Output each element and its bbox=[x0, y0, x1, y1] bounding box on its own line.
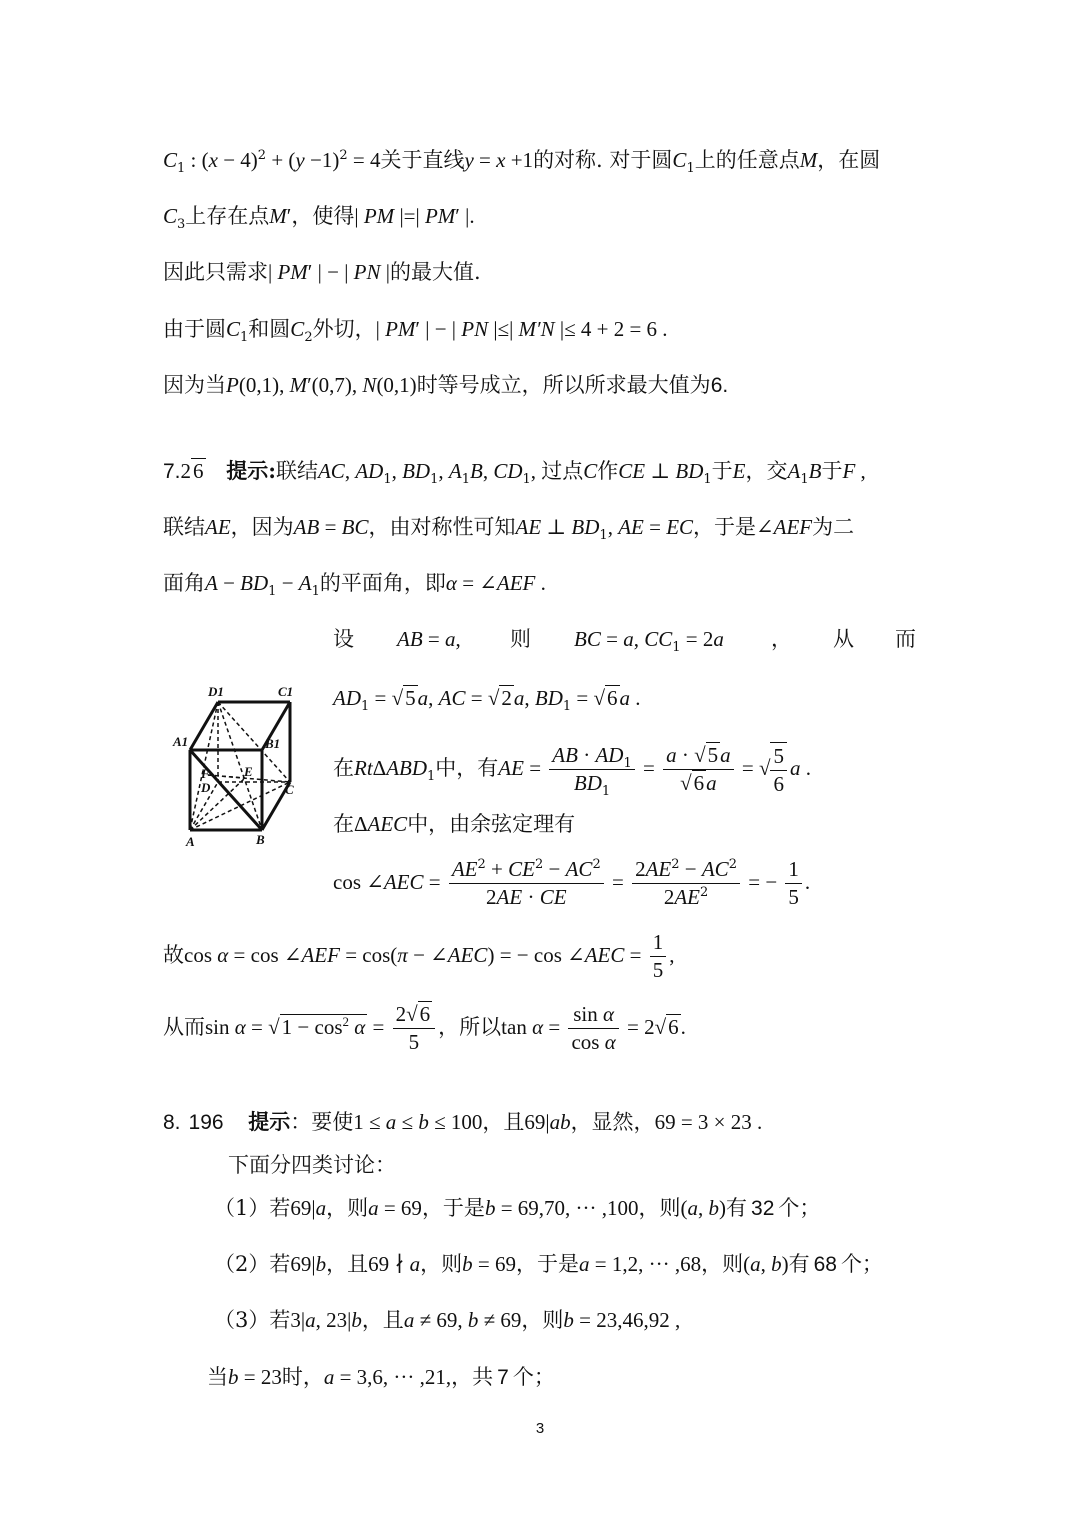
page-number: 3 bbox=[535, 1420, 545, 1437]
text-line: $AD_1 = √5a$, AC = √2a, $BD_1 = √6a$ . bbox=[333, 686, 641, 715]
label-F: F bbox=[201, 766, 210, 781]
label-A1: A1 bbox=[173, 734, 189, 749]
text-line: 从而$\sin \alpha = √1 - \cos^2 \alpha$ = $\frac{2√6}{5}$ ，所以tan α = $\frac{\text{sin α}}{\text{cos α}}$ = 2√6. bbox=[163, 1002, 686, 1054]
label-A: A bbox=[186, 834, 195, 849]
text-line: 由于圆$C_1$和圆$C_2$外切，| PM′ | − | PN |≤| M′N |≤ 4 + 2 = 6 . bbox=[163, 317, 668, 346]
text-line: 因为当P(0,1), M′(0,7), N(0,1)时等号成立，所以所求最大值为6. bbox=[163, 373, 729, 397]
text-line: cos ∠AEC = $\frac{AE^2 + CE^2 - AC^2}{2AE \cdot CE}$ = $\frac{2AE^2 - AC^2}{2AE^2}$ = − $\frac{1}{5}$ . bbox=[333, 857, 811, 909]
text-line: 面角$A - BD_1 - A_1$的平面角，即α = ∠AEF . bbox=[163, 571, 546, 600]
case-2: （2）若69|b，且69 ∤ a，则b = 69，于是a = 1,2, ··· ,68，则(a, b)有 68 个； bbox=[214, 1252, 883, 1276]
problem-7-heading: 7.26 提示:联结AC, $AD_1$, $BD_1$, $A_1B$, $CD_1$, 过点C作CE ⊥ $BD_1$于E，交$A_1B$于F , bbox=[163, 458, 866, 488]
text-line: 因此只需求| PM′ | − | PN |的最大值. bbox=[163, 260, 481, 284]
cuboid-figure bbox=[168, 680, 302, 852]
text-line: 下面分四类讨论： bbox=[228, 1153, 396, 1177]
case-3-sub: 当b = 23时，a = 3,6, ··· ,21,，共 7 个； bbox=[207, 1365, 555, 1389]
label-C: C bbox=[285, 782, 294, 797]
case-3: （3）若3|a, 23|b，且a ≠ 69, b ≠ 69，则b = 23,46,92 , bbox=[214, 1308, 681, 1332]
label-B: B bbox=[256, 832, 265, 847]
text-line: 在ΔAEC中，由余弦定理有 bbox=[333, 812, 576, 836]
problem-8-heading: 8. 196 提示：要使1 ≤ a ≤ b ≤ 100，且69|ab，显然，69 = 3 × 23 . bbox=[163, 1109, 763, 1134]
text-line: 联结AE，因为AB = BC，由对称性可知AE ⊥ $BD_1$, AE = EC，于是∠AEF为二 bbox=[163, 515, 855, 544]
label-C1: C1 bbox=[278, 684, 294, 699]
label-D: D bbox=[201, 780, 211, 795]
text-line: 设 AB = a, 则 BC = a, $CC_1 = 2a$ ， 从 而 bbox=[333, 627, 916, 656]
label-B1: B1 bbox=[265, 736, 281, 751]
label-E: E bbox=[244, 764, 253, 779]
label-D1: D1 bbox=[208, 684, 224, 699]
text-line: 故cos α = cos ∠AEF = cos(π − ∠AEC) = − cos ∠AEC = $\frac{1}{5}$ , bbox=[163, 930, 675, 982]
text-line: 在RtΔABD$_1$中，有AE = $\frac{AB \cdot AD_1}{BD_1}$ = $\frac{a \cdot √5a}{√6a}$ = √ $\frac{5}{6}$ a . bbox=[333, 743, 811, 800]
text-line: $C_3$上存在点M′，使得| PM |=| PM′ |. bbox=[163, 204, 475, 233]
case-1: （1）若69|a，则a = 69，于是b = 69,70, ··· ,100，则(a, b)有 32 个； bbox=[214, 1196, 821, 1220]
text-line: $C_1$ : $(x - 4)^2 + (y -1)^2 = 4$关于直线y = x +1的对称. 对于圆$C_1$上的任意点M，在圆 bbox=[163, 148, 881, 177]
